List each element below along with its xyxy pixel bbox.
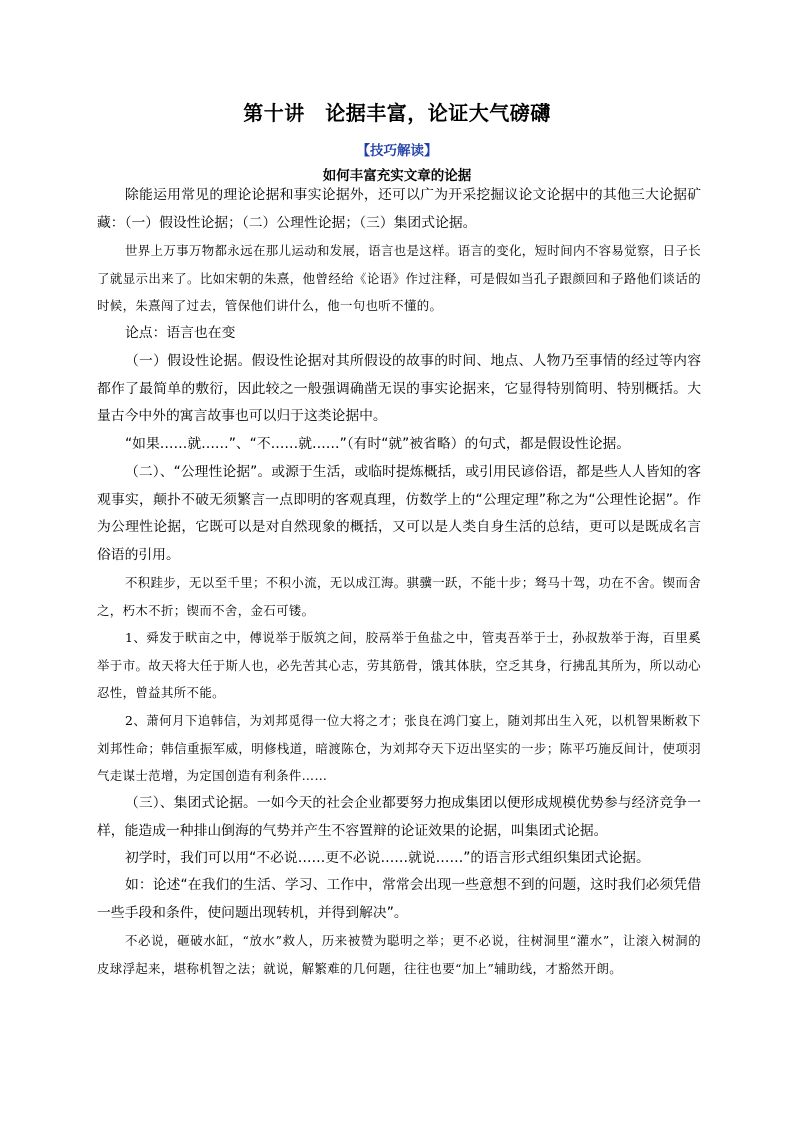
axiomatic-argument-paragraph: （二）、“公理性论据”。或源于生活，或临时提炼概括，或引用民谚俗语，都是些人人皆知的客观事实，颠扑不破无须繁言一点即明的客观真理，仿数学上的“公理定理”称之为“公理性论据”。作为公理性论据，它既可以是对自然现象的概括，又可以是人类自身生活的总结，更可以是既成名言俗语的引用。 [97,464,701,563]
example-quote-xunzi: 不积跬步，无以至千里；不积小流，无以成江海。骐骥一跃，不能十步；驽马十驾，功在不舍。锲而舍之，朽木不折；锲而不舍，金石可镂。 [97,575,701,618]
group-sentence-pattern: 初学时，我们可以用“不必说……更不必说……就说……”的语言形式组织集团式论据。 [125,850,650,866]
section-subtitle: 如何丰富充实文章的论据 [322,168,472,184]
group-argument-paragraph: （三）、集团式论据。一如今天的社会企业都要努力抱成集团以便形成规模优势参与经济竞争一样，能造成一种排山倒海的气势并产生不容置辩的论证效果的论据，叫集团式论据。 [97,795,701,839]
example-intro: 如：论述“在我们的生活、学习、工作中，常常会出现一些意想不到的问题，这时我们必须凭借一些手段和条件，使问题出现转机，并得到解决”。 [97,877,701,921]
page-title: 第十讲 论据丰富，论证大气磅礴 [243,101,551,125]
example-group-argument: 不必说，砸破水缸，“放水”救人，历来被赞为聪明之举；更不必说，往树洞里“灌水”，让滚入树洞的皮球浮起来，堪称机智之法；就说，解繁难的几何题，往往也要“加上”辅助线，才豁然开朗。 [97,933,701,976]
hypothetical-argument-paragraph: （一）假设性论据。假设性论据对其所假设的故事的时间、地点、人物乃至事情的经过等内容都作了最简单的敷衍，因此较之一般强调确凿无误的事实论据来，它显得特别简明、特别概括。大量古今中外的寓言故事也可以归于这类论据中。 [97,353,701,424]
hypothetical-sentence-pattern: “如果……就……”、“不……就……”（有时“就”被省略）的句式，都是假设性论据。 [125,436,631,452]
example-liu-bang: 2、萧何月下追韩信，为刘邦觅得一位大将之才；张良在鸿门宴上，随刘邦出生入死，以机智果断救下刘邦性命；韩信重振军威，明修栈道，暗渡陈仓，为刘邦夺天下迈出坚实的一步；陈平巧施反间计，使项羽气走谋士范增，为定国创造有利条件…… [97,713,701,783]
example-language-change: 世界上万事万物都永远在那儿运动和发展，语言也是这样。语言的变化，短时间内不容易觉察，日子长了就显示出来了。比如宋朝的朱熹，他曾经给《论语》作过注释，可是假如当孔子跟颜回和子路他们谈话的时候，朱熹闯了过去，管保他们讲什么，他一句也听不懂的。 [97,243,701,313]
intro-paragraph: 除能运用常见的理论论据和事实论据外，还可以广为开采挖掘议论文论据中的其他三大论据矿藏：（一）假设性论据；（二）公理性论据；（三）集团式论据。 [97,187,701,231]
section-label: 【技巧解读】 [356,143,438,159]
argument-point: 论点：语言也在变 [125,325,236,341]
example-quote-mencius: 1、舜发于畎亩之中，傅说举于版筑之间，胶鬲举于鱼盐之中，管夷吾举于士，孙叔敖举于海，百里奚举于市。故天将大任于斯人也，必先苦其心志，劳其筋骨，饿其体肤，空乏其身，行拂乱其所为，所以动心忍性，曾益其所不能。 [97,630,701,700]
